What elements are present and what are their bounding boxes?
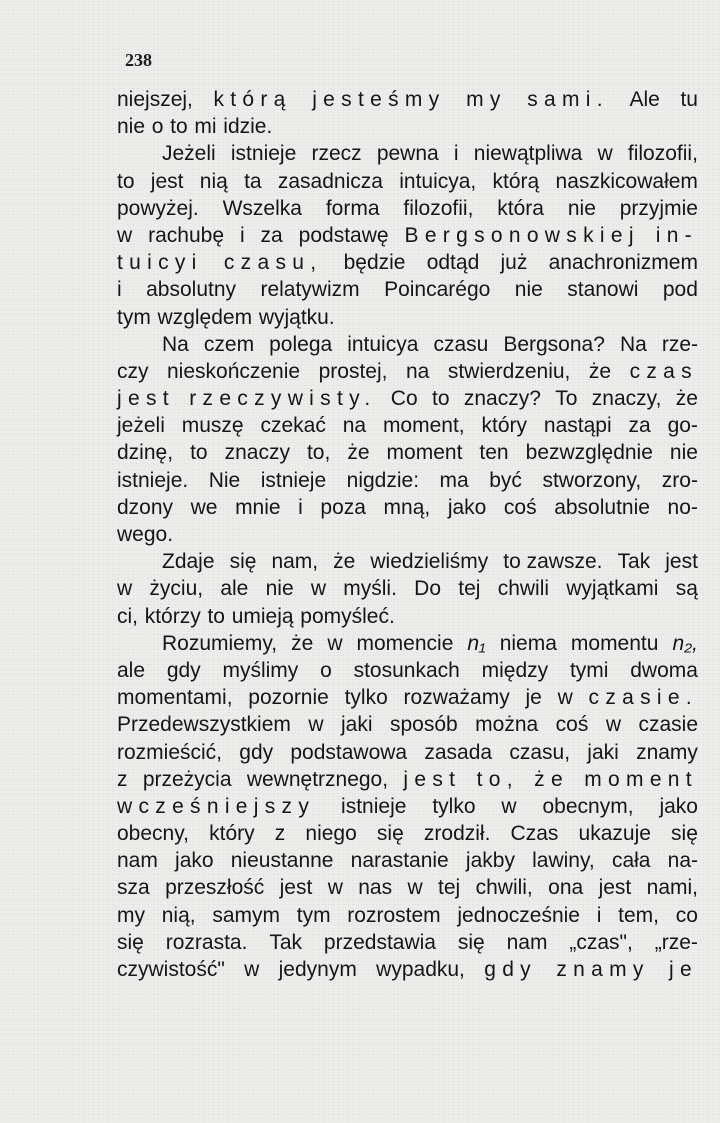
word: filozofii, bbox=[403, 196, 474, 220]
text-line bbox=[117, 168, 698, 195]
word: nią bbox=[199, 169, 228, 193]
text-line bbox=[117, 521, 698, 548]
word: wyjątkami bbox=[566, 577, 659, 601]
word: jest bbox=[117, 387, 175, 411]
word: relatywizm bbox=[260, 278, 360, 302]
word: w bbox=[501, 794, 517, 818]
word: jako bbox=[175, 849, 214, 873]
word: się bbox=[229, 550, 257, 574]
word: istnieje bbox=[230, 142, 297, 166]
word: zasadnicza bbox=[277, 169, 383, 193]
word: że bbox=[534, 767, 569, 791]
text-line bbox=[117, 249, 698, 276]
word: jest bbox=[279, 876, 313, 900]
word: momencie bbox=[356, 631, 454, 655]
word: czasie. bbox=[588, 686, 698, 710]
text-line bbox=[117, 684, 698, 711]
word: wcześniejszy bbox=[117, 794, 316, 818]
word: Przedewszystkiem bbox=[117, 713, 291, 737]
word: za bbox=[260, 223, 283, 247]
text-line bbox=[117, 793, 698, 820]
word: niego bbox=[305, 822, 357, 846]
word: n₂, bbox=[672, 631, 698, 655]
word: mi bbox=[194, 115, 217, 139]
word: tem, bbox=[618, 903, 659, 927]
word: tym bbox=[296, 903, 331, 927]
word: nastąpi bbox=[543, 414, 612, 438]
word: ale bbox=[117, 658, 146, 682]
word: z bbox=[274, 822, 286, 846]
word: wiedzieliśmy bbox=[370, 550, 489, 574]
word: można bbox=[475, 713, 539, 737]
word: Tak bbox=[269, 930, 303, 954]
word: mną, bbox=[383, 495, 431, 519]
word: podstawę bbox=[298, 223, 389, 247]
word: ma bbox=[439, 468, 469, 492]
word: Wszelka bbox=[222, 196, 302, 220]
word: to, bbox=[306, 441, 331, 465]
word: co bbox=[675, 903, 698, 927]
word: coś bbox=[503, 495, 537, 519]
word: narastanie bbox=[350, 849, 449, 873]
word: Poincarégo bbox=[384, 278, 491, 302]
word: to zawsze. bbox=[503, 550, 603, 574]
text-line bbox=[117, 385, 698, 412]
text-line bbox=[117, 956, 698, 983]
word: zro- bbox=[661, 468, 698, 492]
word: to bbox=[190, 441, 208, 465]
word: się bbox=[457, 930, 485, 954]
word: między bbox=[481, 658, 549, 682]
word: rze- bbox=[661, 332, 698, 356]
word: myślimy bbox=[222, 658, 299, 682]
word: nie bbox=[669, 441, 698, 465]
word: Czas bbox=[510, 822, 559, 846]
word: za bbox=[628, 414, 651, 438]
word: myśli. bbox=[343, 577, 397, 601]
word: którzy bbox=[144, 604, 201, 628]
word: że bbox=[333, 550, 356, 574]
word: je bbox=[525, 686, 542, 710]
word: znaczy bbox=[224, 441, 290, 465]
word: anachronizmem bbox=[548, 251, 698, 275]
word: że bbox=[675, 387, 698, 411]
word: poza bbox=[320, 495, 366, 519]
word: lawiny, bbox=[532, 849, 595, 873]
word: są bbox=[675, 577, 698, 601]
text-line bbox=[117, 304, 698, 331]
word: i bbox=[239, 223, 245, 247]
word: w bbox=[407, 876, 423, 900]
word: która bbox=[497, 196, 544, 220]
word: je bbox=[669, 958, 698, 981]
word: niema bbox=[499, 631, 557, 655]
word: tu bbox=[680, 88, 698, 111]
word: intuicya, bbox=[399, 169, 477, 193]
word: pozornie bbox=[248, 686, 329, 710]
word: in- bbox=[655, 223, 698, 247]
word: intuicya bbox=[347, 332, 419, 356]
text-line bbox=[117, 439, 698, 466]
text-line bbox=[117, 222, 698, 249]
word: w bbox=[117, 577, 133, 601]
word: n₁ bbox=[467, 631, 486, 655]
word: sami. bbox=[527, 88, 609, 111]
word: tylko bbox=[432, 794, 476, 818]
word: nie bbox=[514, 278, 543, 302]
word: ta bbox=[244, 169, 262, 193]
word: ten bbox=[479, 441, 509, 465]
word: przeszłość bbox=[165, 876, 265, 900]
word: czasu, bbox=[509, 740, 571, 764]
text-line bbox=[117, 847, 698, 874]
word: w bbox=[244, 958, 260, 981]
word: rachubę bbox=[148, 223, 224, 247]
word: rozważamy bbox=[403, 686, 510, 710]
word: przedstawia bbox=[323, 930, 436, 954]
word: się bbox=[376, 822, 404, 846]
word: czem bbox=[203, 332, 255, 356]
word: się bbox=[671, 822, 698, 846]
word: w bbox=[117, 223, 133, 247]
word: czasie bbox=[638, 713, 698, 737]
word: istnieje. bbox=[117, 468, 189, 492]
word: tym bbox=[117, 305, 151, 329]
word: istnieje bbox=[341, 794, 407, 818]
word: sposób bbox=[389, 713, 458, 737]
word: w bbox=[597, 142, 613, 166]
text-line bbox=[117, 113, 698, 140]
word: ale bbox=[220, 577, 249, 601]
word: Ale bbox=[629, 88, 660, 111]
word: gdy bbox=[484, 958, 537, 981]
word: sza bbox=[117, 876, 150, 900]
word: absolutnie bbox=[554, 495, 650, 519]
text-line bbox=[117, 820, 698, 847]
text-line bbox=[117, 603, 698, 630]
word: znaczy? bbox=[463, 387, 541, 411]
word: rzeczywisty. bbox=[189, 387, 377, 411]
word: to bbox=[117, 169, 135, 193]
word: podstawowa bbox=[290, 740, 408, 764]
word: w bbox=[327, 876, 343, 900]
word: nam bbox=[506, 930, 548, 954]
text-line bbox=[117, 548, 698, 575]
word: ci, bbox=[117, 604, 138, 628]
word: Nie bbox=[208, 468, 241, 492]
body-text bbox=[117, 86, 698, 983]
word: w bbox=[327, 631, 343, 655]
word: stosunkach bbox=[353, 658, 460, 682]
text-line bbox=[117, 195, 698, 222]
word: moment bbox=[386, 441, 463, 465]
word: jest bbox=[150, 169, 184, 193]
word: mnie bbox=[235, 495, 281, 519]
word: muszę bbox=[181, 414, 244, 438]
word: już bbox=[500, 251, 528, 275]
word: rzecz bbox=[311, 142, 362, 166]
word: dzinę, bbox=[117, 441, 174, 465]
word: czy bbox=[117, 359, 149, 383]
word: to bbox=[170, 115, 188, 139]
word: być bbox=[489, 468, 522, 492]
text-line bbox=[117, 929, 698, 956]
word: na bbox=[405, 359, 430, 383]
word: forma bbox=[325, 196, 380, 220]
word: to bbox=[207, 604, 225, 628]
word: naszkicowałem bbox=[555, 169, 698, 193]
word: ukazuje bbox=[578, 822, 651, 846]
word: jakby bbox=[465, 849, 515, 873]
word: gdy bbox=[239, 740, 274, 764]
text-line bbox=[117, 739, 698, 766]
word: Na bbox=[619, 332, 647, 356]
page-number: 238 bbox=[125, 50, 152, 70]
word: Tak bbox=[617, 550, 651, 574]
word: pewna bbox=[376, 142, 439, 166]
word: filozofii, bbox=[627, 142, 698, 166]
word: wewnętrznego, bbox=[246, 767, 389, 791]
word: wypadku, bbox=[376, 958, 465, 981]
word: którą bbox=[492, 169, 540, 193]
word: obecnym, bbox=[542, 794, 634, 818]
word: w bbox=[557, 686, 573, 710]
text-line bbox=[117, 276, 698, 303]
word: coś bbox=[555, 713, 589, 737]
word: nieskończenie bbox=[167, 359, 301, 383]
word: my bbox=[117, 903, 145, 927]
word: i bbox=[453, 142, 459, 166]
word: i bbox=[117, 278, 122, 302]
word: jaki bbox=[341, 713, 373, 737]
word: jest bbox=[665, 550, 698, 574]
word: że bbox=[291, 631, 314, 655]
word: nią, bbox=[161, 903, 196, 927]
word: niejszej, bbox=[117, 88, 193, 111]
word: pod bbox=[662, 278, 698, 302]
word: Rozumiemy, bbox=[162, 631, 278, 655]
word: stwierdzeniu, bbox=[447, 359, 571, 383]
word: którą bbox=[213, 88, 292, 111]
word: dwoma bbox=[630, 658, 698, 682]
word: czywistość" bbox=[117, 958, 225, 981]
word: życiu, bbox=[149, 577, 204, 601]
word: że bbox=[588, 359, 612, 383]
word: samym bbox=[212, 903, 280, 927]
word: na bbox=[342, 414, 367, 438]
word: tuicyi bbox=[117, 251, 203, 275]
word: rozrasta. bbox=[165, 930, 248, 954]
word: Bergsona? bbox=[503, 332, 605, 356]
word: który bbox=[481, 414, 528, 438]
word: o bbox=[151, 115, 164, 139]
word: idzie. bbox=[223, 115, 273, 139]
word: przeżycia bbox=[142, 767, 232, 791]
word: Bergsonowskiej bbox=[404, 223, 640, 247]
word: i bbox=[298, 495, 303, 519]
word: moment bbox=[584, 767, 698, 791]
word: tymi bbox=[569, 658, 609, 682]
word: jaki bbox=[587, 740, 619, 764]
word: stworzony, bbox=[542, 468, 642, 492]
word: czasu, bbox=[223, 251, 323, 275]
word: momentu bbox=[570, 631, 659, 655]
text-line bbox=[117, 86, 698, 113]
word: istnieje bbox=[260, 468, 327, 492]
word: Na bbox=[162, 332, 189, 356]
word: rozrostem bbox=[347, 903, 441, 927]
word: przyjmie bbox=[619, 196, 698, 220]
word: nas bbox=[358, 876, 393, 900]
word: nie bbox=[567, 196, 596, 220]
word: jako bbox=[447, 495, 487, 519]
word: rozmieścić, bbox=[117, 740, 223, 764]
word: tylko bbox=[344, 686, 388, 710]
text-line bbox=[117, 766, 698, 793]
text-line bbox=[117, 467, 698, 494]
word: nie bbox=[117, 115, 146, 139]
text-line bbox=[117, 140, 698, 167]
word: jesteśmy bbox=[312, 88, 446, 111]
word: my bbox=[466, 88, 507, 111]
text-line bbox=[117, 711, 698, 738]
word: się bbox=[117, 930, 144, 954]
word: z bbox=[117, 767, 128, 791]
text-line bbox=[117, 657, 698, 684]
word: chwili bbox=[497, 577, 550, 601]
word: Zdaje bbox=[162, 550, 215, 574]
word: umieją bbox=[231, 604, 294, 628]
word: Co bbox=[390, 387, 418, 411]
word: wyjątku. bbox=[258, 305, 335, 329]
word: moment, bbox=[382, 414, 465, 438]
word: czasu bbox=[433, 332, 489, 356]
word: prostej, bbox=[318, 359, 388, 383]
word: nam, bbox=[271, 550, 319, 574]
word: stanowi bbox=[567, 278, 639, 302]
text-line bbox=[117, 494, 698, 521]
word: jako bbox=[659, 794, 698, 818]
word: jedynym bbox=[278, 958, 357, 981]
word: w bbox=[310, 577, 327, 601]
word: bezwzględnie bbox=[525, 441, 653, 465]
word: zrodził. bbox=[423, 822, 491, 846]
word: nami, bbox=[646, 876, 698, 900]
word: znaczy, bbox=[591, 387, 662, 411]
word: momentami, bbox=[117, 686, 233, 710]
word: że bbox=[347, 441, 370, 465]
word: powyżej. bbox=[117, 196, 199, 220]
word: jednocześnie bbox=[457, 903, 580, 927]
text-line bbox=[117, 331, 698, 358]
text-line bbox=[117, 358, 698, 385]
word: To bbox=[555, 387, 578, 411]
text-line bbox=[117, 412, 698, 439]
text-line bbox=[117, 575, 698, 602]
word: nieustanne bbox=[230, 849, 334, 873]
word: „rze- bbox=[654, 930, 698, 954]
word: znamy bbox=[636, 740, 698, 764]
word: tej bbox=[458, 577, 481, 601]
word: w bbox=[605, 713, 621, 737]
word: jest bbox=[403, 767, 462, 791]
word: jest bbox=[598, 876, 632, 900]
word: wego. bbox=[117, 523, 174, 546]
word: „czas", bbox=[569, 930, 633, 954]
word: go- bbox=[667, 414, 698, 438]
word: tej bbox=[438, 876, 461, 900]
word: to bbox=[432, 387, 450, 411]
text-line bbox=[117, 902, 698, 929]
word: który bbox=[209, 822, 255, 846]
word: we bbox=[190, 495, 218, 519]
word: czekać bbox=[260, 414, 326, 438]
text-line bbox=[117, 874, 698, 901]
word: Do bbox=[414, 577, 442, 601]
word: chwili, bbox=[475, 876, 533, 900]
word: gdy bbox=[166, 658, 201, 682]
word: pomyśleć. bbox=[300, 604, 395, 628]
word: niewątpliwa bbox=[473, 142, 583, 166]
word: nam bbox=[117, 849, 158, 873]
word: w bbox=[308, 713, 324, 737]
word: zasada bbox=[424, 740, 493, 764]
word: dzony bbox=[117, 495, 174, 519]
word: znamy bbox=[556, 958, 650, 981]
word: no- bbox=[667, 495, 698, 519]
word: na- bbox=[667, 849, 698, 873]
word: ona bbox=[548, 876, 584, 900]
word: względem bbox=[157, 305, 253, 329]
word: czas bbox=[629, 359, 698, 383]
word: będzie bbox=[343, 251, 406, 275]
word: polega bbox=[269, 332, 333, 356]
word: absolutny bbox=[146, 278, 237, 302]
word: cała bbox=[611, 849, 651, 873]
text-line bbox=[117, 630, 698, 657]
word: nie bbox=[265, 577, 294, 601]
word: jeżeli bbox=[117, 414, 165, 438]
word: i bbox=[596, 903, 602, 927]
word: o bbox=[320, 658, 332, 682]
word: to, bbox=[476, 767, 519, 791]
word: nigdzie: bbox=[346, 468, 420, 492]
word: odtąd bbox=[426, 251, 480, 275]
word: obecny, bbox=[117, 822, 189, 846]
word: Jeżeli bbox=[162, 142, 216, 166]
